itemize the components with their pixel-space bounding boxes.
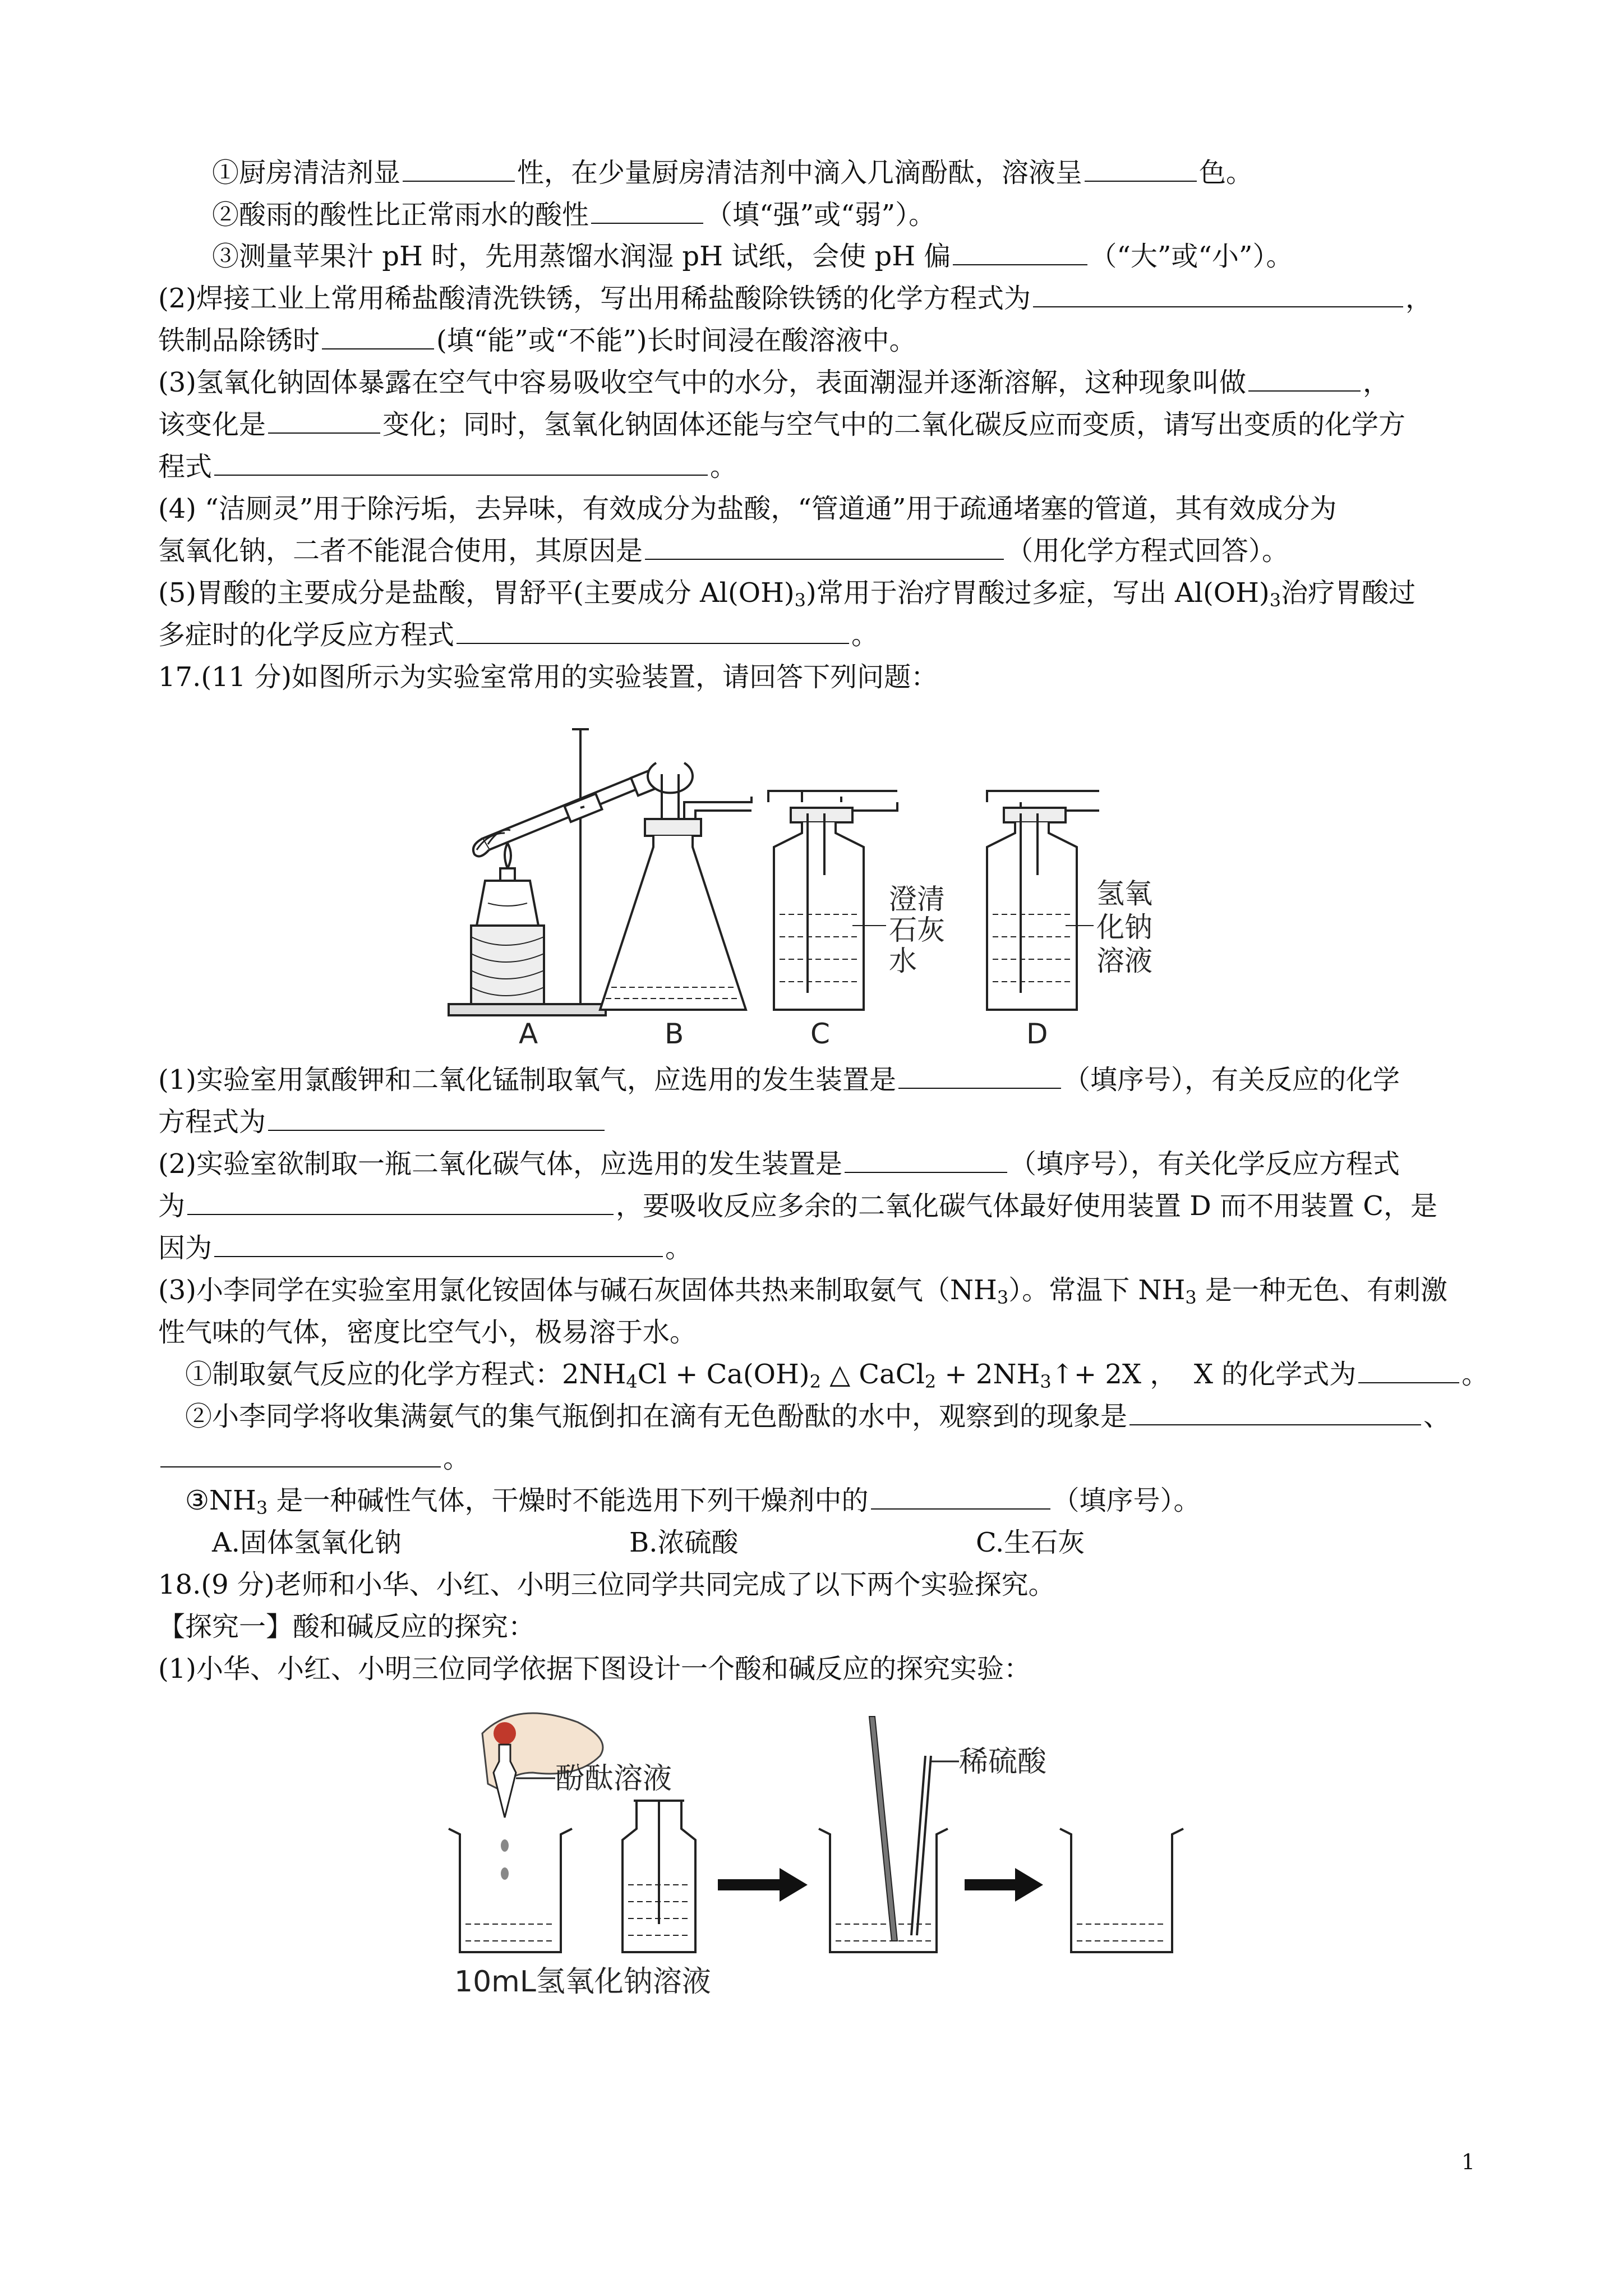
q16-p3-line-3: 程式 。	[158, 451, 737, 482]
q16-p3-line-1: (3)氢氧化钠固体暴露在空气中容易吸收空气中的水分，表面潮湿并逐渐溶解，这种现象叫做 ，	[158, 367, 1390, 398]
beaker-1	[449, 1829, 572, 1952]
label-c: C	[810, 1018, 830, 1049]
blank[interactable]	[645, 534, 1004, 560]
dropper-bulb	[494, 1722, 516, 1745]
label-phenolphthalein: 酚酞溶液	[555, 1762, 672, 1796]
apparatus-d	[987, 791, 1099, 1010]
q17-p3-line-2: 性气味的气体，密度比空气小，极易溶于水。	[158, 1317, 697, 1348]
reagent-bottle	[623, 1801, 695, 1952]
blank[interactable]	[457, 618, 849, 644]
blank[interactable]	[1129, 1400, 1421, 1425]
q17-s2-line-1: ②小李同学将收集满氨气的集气瓶倒扣在滴有无色酚酞的水中，观察到的现象是 、	[185, 1401, 1451, 1432]
q18-experiment-figure	[443, 1700, 1200, 2036]
label-a: A	[519, 1018, 538, 1049]
beaker-2	[819, 1717, 948, 1952]
q18-p1: (1)小华、小红、小明三位同学依据下图设计一个酸和碱反应的探究实验：	[158, 1653, 1031, 1685]
label-d-line1: 氢氧	[1096, 877, 1152, 910]
q16-line-2: ②酸雨的酸性比正常雨水的酸性 （填“强”或“弱”）。	[212, 199, 936, 231]
blank[interactable]	[214, 450, 708, 476]
q17-p2-line-2: 为 ，要吸收反应多余的二氧化碳气体最好使用装置 D 而不用装置 C，是	[158, 1190, 1438, 1222]
drop	[501, 1867, 509, 1880]
blank[interactable]	[268, 408, 380, 434]
label-c-line2: 石灰	[889, 914, 945, 946]
q17-s1: ①制取氨气反应的化学方程式：$2NH_4Cl + Ca(OH)_2$ △ CaCl$_2$ + $2NH_3↑+ 2X$ ， X 的化学式为 。	[185, 1359, 1489, 1392]
blank[interactable]	[403, 156, 515, 182]
q16-p3-line-2: 该变化是 变化；同时，氢氧化钠固体还能与空气中的二氧化碳反应而变质，请写出变质的化学方	[158, 409, 1406, 440]
blank[interactable]	[898, 1063, 1061, 1089]
blank[interactable]	[160, 1442, 441, 1467]
experiment-diagram	[443, 1700, 1200, 2036]
label-c-line3: 水	[889, 945, 917, 977]
q16-p2-line-2: 铁制品除锈时 (填“能”或“不能”)长时间浸在酸溶液中。	[158, 325, 916, 356]
blank[interactable]	[1033, 282, 1403, 307]
label-d: D	[1026, 1018, 1048, 1049]
q18-title: 18.(9 分)老师和小华、小红、小明三位同学共同完成了以下两个实验探究。	[158, 1569, 1055, 1600]
label-d-line3: 溶液	[1096, 945, 1152, 977]
blank[interactable]	[268, 1105, 605, 1131]
q17-s3: $③NH_3$ 是一种碱性气体，干燥时不能选用下列干燥剂中的 （填序号）。	[185, 1485, 1201, 1519]
q17-p2-line-3: 因为 。	[158, 1232, 693, 1264]
blank[interactable]	[1358, 1358, 1459, 1383]
apparatus-b	[600, 763, 751, 1010]
q17-p2-line-1: (2)实验室欲制取一瓶二氧化碳气体，应选用的发生装置是 （填序号），有关化学反应方程式	[158, 1148, 1400, 1180]
blank[interactable]	[871, 1484, 1050, 1510]
blank[interactable]	[1248, 366, 1361, 392]
q17-p1-line-1: (1)实验室用氯酸钾和二氧化锰制取氧气，应选用的发生装置是 （填序号），有关反应的化学	[158, 1064, 1400, 1096]
blank[interactable]	[591, 198, 703, 224]
q16-p2-line-1: (2)焊接工业上常用稀盐酸清洗铁锈，写出用稀盐酸除铁锈的化学方程式为 ，	[158, 283, 1433, 314]
q17-title: 17.(11 分)如图所示为实验室常用的实验装置，请回答下列问题：	[158, 661, 938, 693]
q16-p5-line-1: (5)胃酸的主要成分是盐酸，胃舒平(主要成分 $Al(OH)_3$)常用于治疗胃酸过多症，写出 $Al(OH)_3$治疗胃酸过	[158, 577, 1416, 611]
label-naoh-solution: 10mL氢氧化钠溶液	[454, 1965, 711, 1999]
label-b: B	[665, 1018, 684, 1049]
apparatus-c	[768, 791, 897, 1010]
q16-p4-line-2: 氢氧化钠，二者不能混合使用，其原因是 （用化学方程式回答）。	[158, 535, 1289, 567]
q16-line-1: ①厨房清洁剂显 性，在少量厨房清洁剂中滴入几滴酚酞，溶液呈 色。	[212, 157, 1253, 188]
q17-apparatus-figure	[437, 712, 1195, 1049]
blank[interactable]	[214, 1231, 663, 1257]
q16-line-3: ③测量苹果汁 pH 时，先用蒸馏水润湿 pH 试纸，会使 pH 偏 （“大”或“小”）。	[212, 241, 1293, 272]
page-number: 1	[1461, 2150, 1475, 2174]
q18-section-heading: 【探究一】酸和碱反应的探究：	[158, 1611, 536, 1642]
blank[interactable]	[953, 240, 1087, 265]
q17-p3-line-1: (3)小李同学在实验室用氯化铵固体与碱石灰固体共热来制取氨气$(NH_3)$。常温下 $NH_3$ 是一种无色、有刺激	[158, 1274, 1447, 1308]
q17-s2-line-2: 。	[158, 1442, 470, 1475]
label-c-line1: 澄清	[889, 883, 945, 915]
label-d-line2: 化钠	[1096, 911, 1152, 944]
blank[interactable]	[322, 324, 434, 349]
blank[interactable]	[1085, 156, 1197, 182]
arrow-icon	[718, 1868, 808, 1902]
q16-p5-line-2: 多症时的化学反应方程式 。	[158, 619, 879, 651]
apparatus-diagram	[437, 712, 1195, 1049]
q16-p4-line-1: (4) “洁厕灵”用于除污垢，去异味，有效成分为盐酸，“管道通”用于疏通堵塞的管道，其有效成分为	[158, 493, 1337, 524]
q17-p1-line-2: 方程式为	[158, 1105, 607, 1139]
beaker-3	[1060, 1829, 1183, 1952]
drop	[501, 1839, 509, 1852]
q17-option-c: C.生石灰	[976, 1527, 1085, 1558]
blank[interactable]	[845, 1147, 1007, 1173]
arrow-icon	[965, 1868, 1043, 1902]
blank[interactable]	[187, 1189, 614, 1215]
label-dilute-sulfuric-acid: 稀硫酸	[959, 1745, 1047, 1779]
q17-option-a: A.固体氢氧化钠	[212, 1527, 402, 1558]
q17-option-b: B.浓硫酸	[629, 1527, 739, 1558]
